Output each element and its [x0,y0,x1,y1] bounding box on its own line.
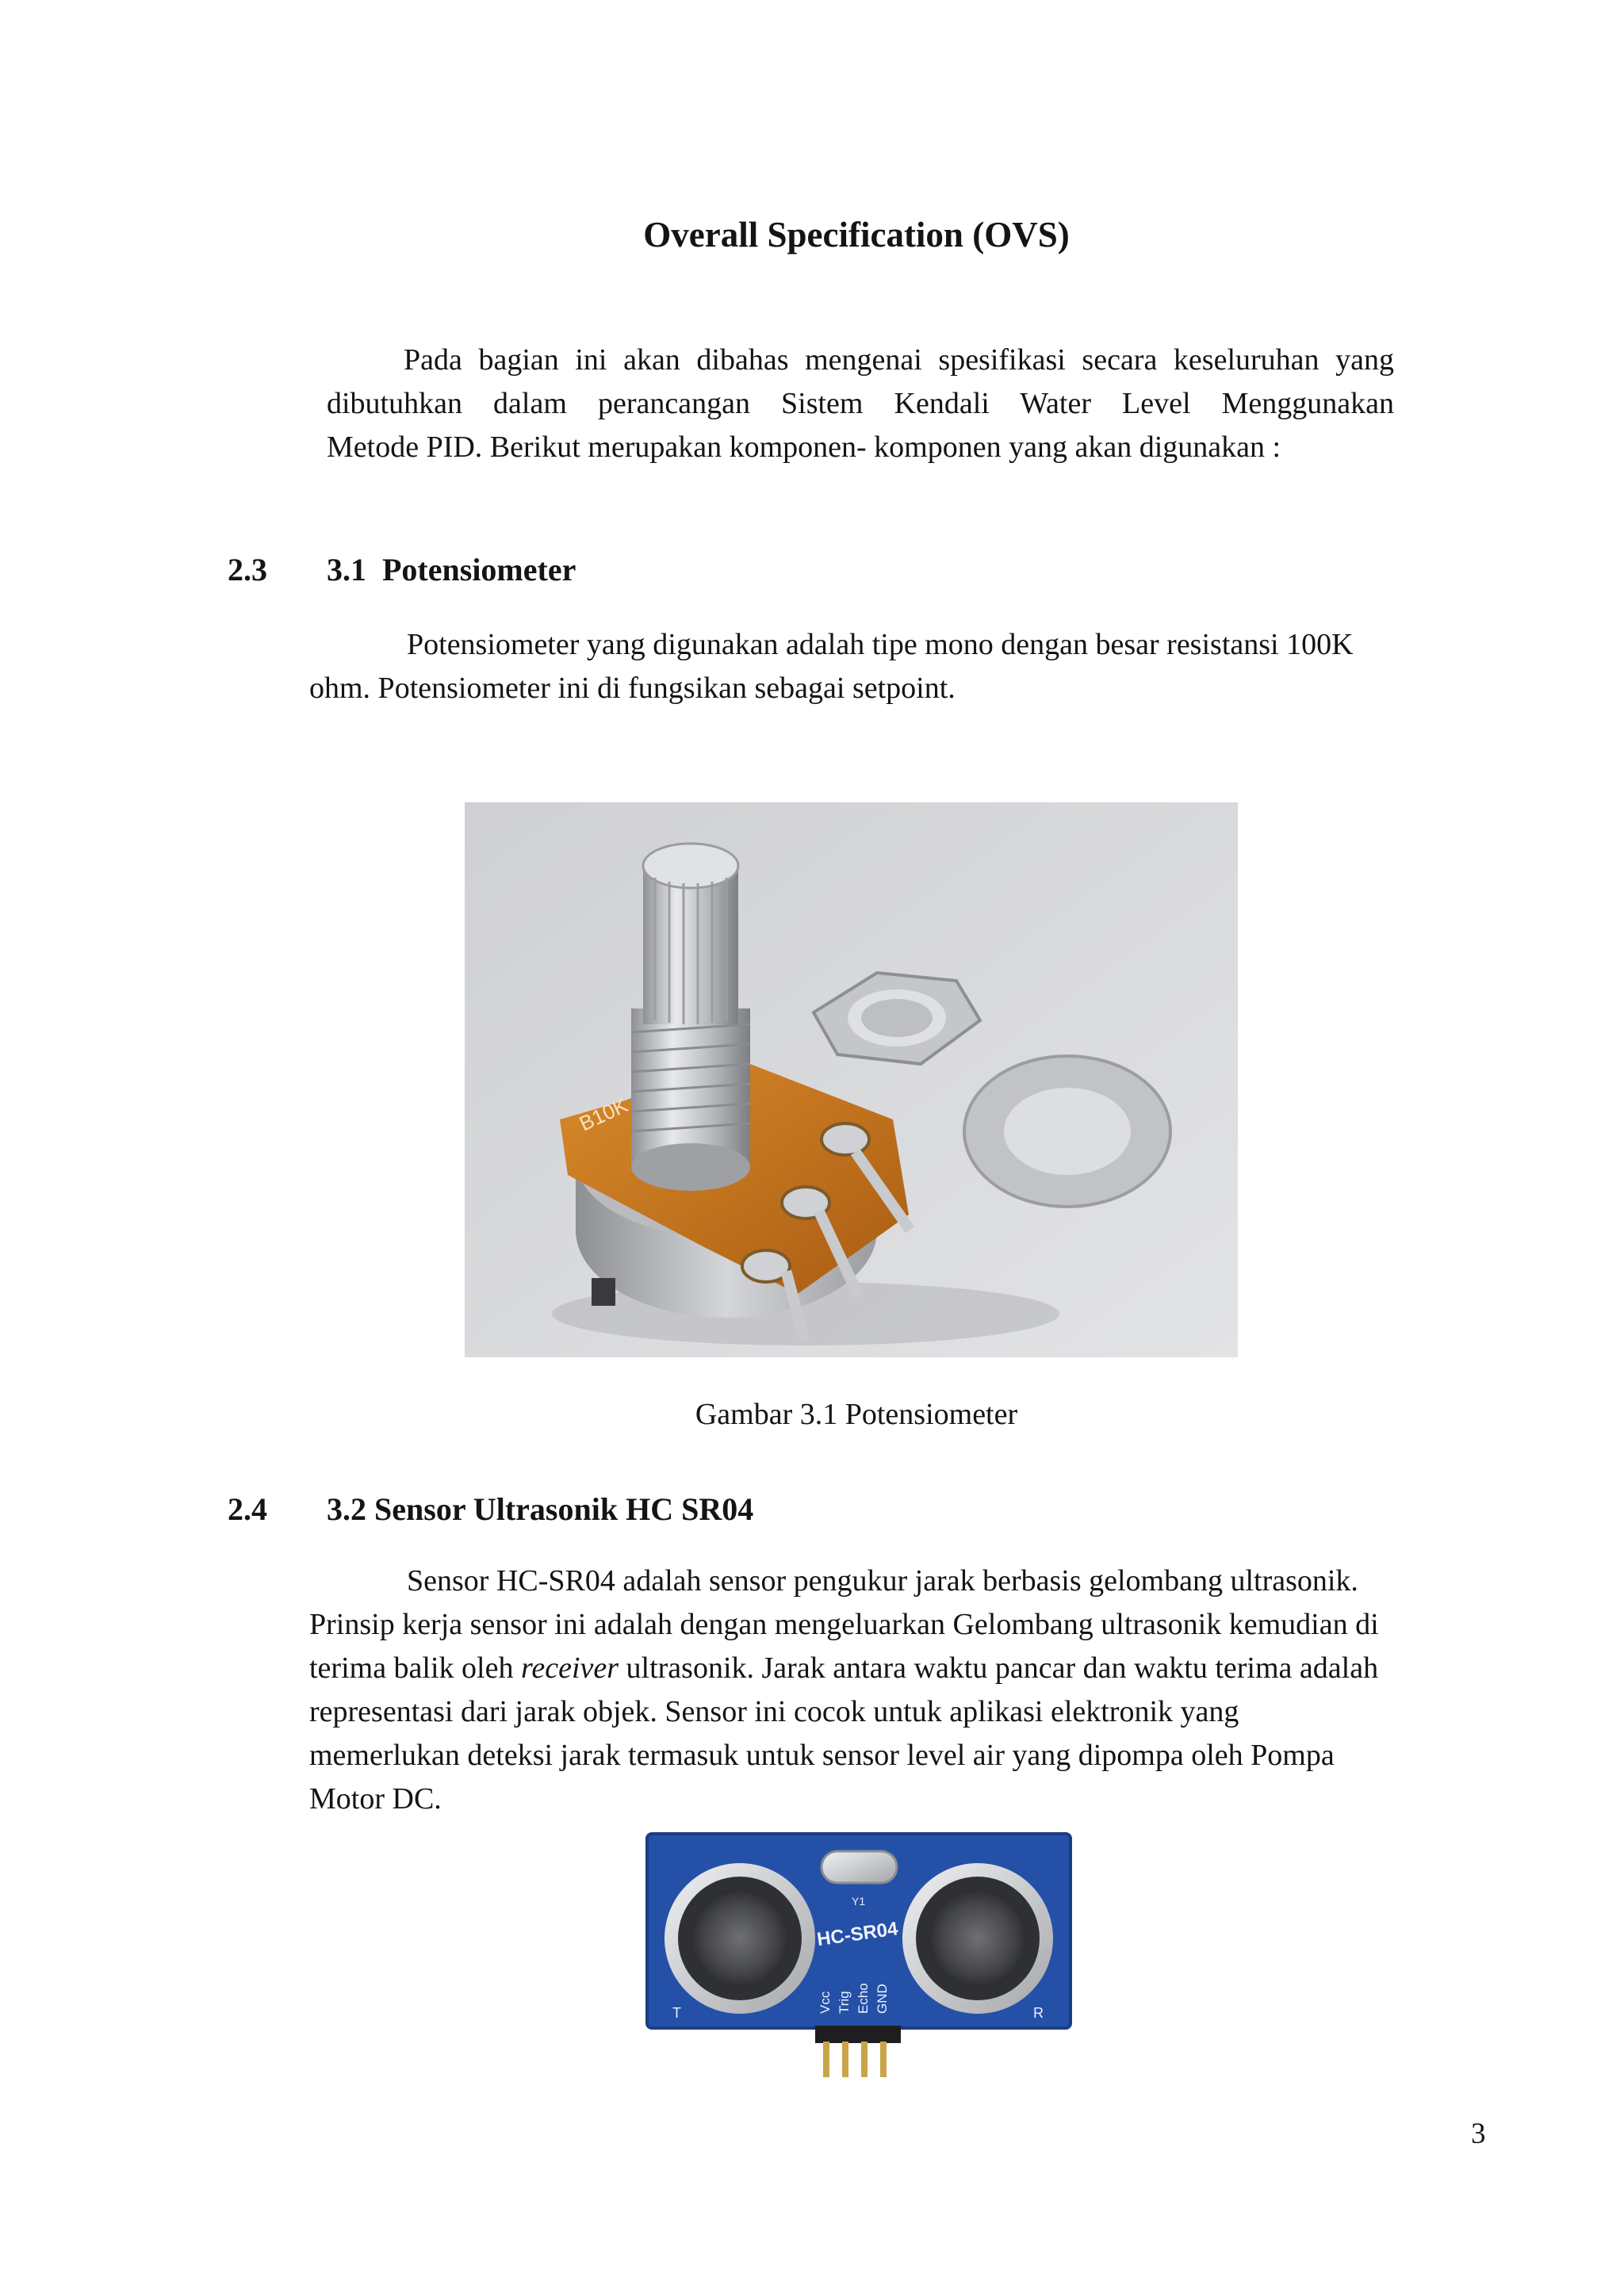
intro-line: Pada bagian ini akan dibahas mengenai spesifikasi secara keseluruhan yang [404,343,1394,377]
section-number: 2.3 [228,552,267,587]
paragraph-line: memerlukan deteksi jarak termasuk untuk sensor level air yang dipompa oleh Pompa [309,1739,1335,1772]
paragraph-line: Prinsip kerja sensor ini adalah dengan mengeluarkan Gelombang ultrasonik kemudian di [309,1608,1379,1641]
intro-paragraph [327,339,1394,469]
intro-line: dibutuhkan dalam perancangan Sistem Kendali Water Level Menggunakan [327,387,1394,420]
section-number: 2.4 [228,1491,267,1527]
paragraph-line: Sensor HC-SR04 adalah sensor pengukur jarak berbasis gelombang ultrasonik. [407,1564,1358,1598]
potensiometer-paragraph [309,623,1435,710]
corner-label-left: T [672,2005,681,2021]
pin-label: GND [875,1984,890,2014]
section-heading: 3.2 Sensor Ultrasonik HC SR04 [327,1491,754,1527]
sensor-paragraph [309,1559,1483,1821]
page-number: 3 [1471,2118,1486,2150]
paragraph-line: Potensiometer yang digunakan adalah tipe mono dengan besar resistansi 100K [407,628,1354,661]
pin-label: Trig [837,1991,852,2014]
hc-sr04-photo [641,1827,1077,2081]
potensiometer-photo [465,802,1238,1357]
emphasis-receiver: receiver [520,1651,619,1685]
pin-label: Echo [856,1983,871,2014]
figure-caption: Gambar 3.1 Potensiometer [695,1398,1018,1431]
section-heading: 3.1 Potensiometer [327,552,576,587]
paragraph-line: Motor DC. [309,1782,442,1816]
corner-label-right: R [1033,2005,1044,2021]
intro-line: Metode PID. Berikut merupakan komponen- komponen yang akan digunakan : [327,430,1281,464]
paragraph-line: terima balik oleh receiver ultrasonik. Jarak antara waktu pancar dan waktu terima adalah [309,1651,1379,1685]
board-label: HC-SR04 [815,1918,900,1951]
paragraph-line: representasi dari jarak objek. Sensor ini cocok untuk aplikasi elektronik yang [309,1695,1239,1728]
crystal-label: Y1 [852,1895,866,1908]
paragraph-line: ohm. Potensiometer ini di fungsikan sebagai setpoint. [309,672,956,705]
pin-label: Vcc [818,1991,833,2014]
page-title: Overall Specification (OVS) [643,215,1070,254]
pot-label: B10K [575,1093,632,1136]
